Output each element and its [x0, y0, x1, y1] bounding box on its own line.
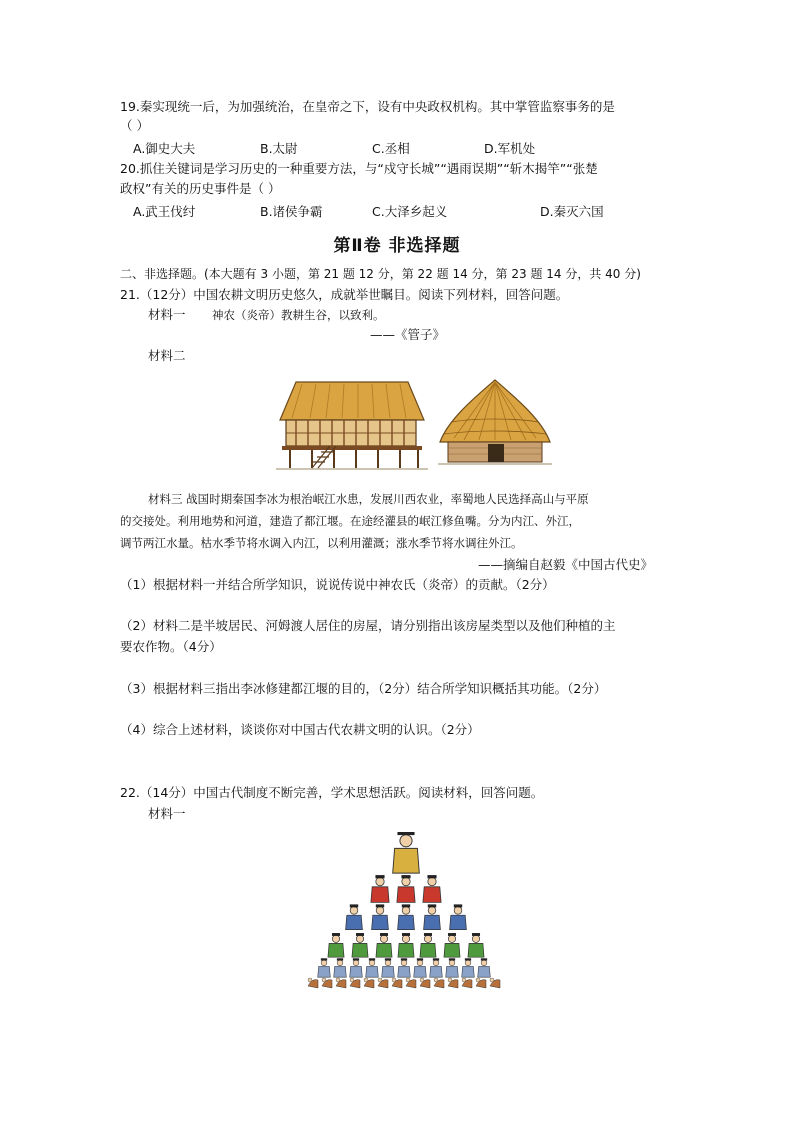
q19-paren: （ ） [120, 118, 149, 133]
q21-sub1: （1）根据材料一并结合所学知识，说说传说中神农氏（炎帝）的贡献。（2分） [120, 577, 555, 592]
q21-sub4: （4）综合上述材料，谈谈你对中国古代农耕文明的认识。（2分） [120, 722, 480, 737]
stilt-house-image [272, 376, 432, 472]
q21-material3-source: ——摘编自赵毅《中国古代史》 [478, 557, 654, 572]
hierarchy-pyramid-image [300, 832, 512, 994]
q20-option-d: D.秦灭六国 [540, 204, 604, 219]
q22-stem: 22.（14分）中国古代制度不断完善，学术思想活跃。阅读材料，回答问题。 [120, 785, 544, 800]
q19-option-b: B.太尉 [260, 141, 298, 156]
q21-material1-text: 神农（炎帝）教耕生谷，以致利。 [212, 308, 385, 322]
q21-stem: 21.（12分）中国农耕文明历史悠久，成就举世瞩目。阅读下列材料，回答问题。 [120, 287, 569, 302]
q21-material3-line3: 调节两江水量。枯水季节将水调入内江，以利用灌溉；涨水季节将水调往外江。 [120, 536, 523, 550]
q21-material2-label: 材料二 [148, 348, 186, 363]
q20-stem-line1: 20.抓住关键词是学习历史的一种重要方法，与“戍守长城”“遇雨误期”“斩木揭竿”“张楚 [120, 161, 598, 176]
q19-stem: 19.秦实现统一后，为加强统治，在皇帝之下，设有中央政权机构。其中掌管监察事务的是 [120, 99, 615, 114]
q19-option-c: C.丞相 [372, 141, 410, 156]
q21-material1-label: 材料一 [148, 307, 186, 322]
q19-option-a: A.御史大夫 [133, 141, 196, 156]
q22-material1-label: 材料一 [148, 806, 186, 821]
q21-sub3: （3）根据材料三指出李冰修建都江堰的目的，（2分）结合所学知识概括其功能。（2分） [120, 681, 607, 696]
section-intro: 二、非选择题。(本大题有 3 小题，第 21 题 12 分，第 22 题 14 分，第 23 题 14 分，共 40 分) [120, 267, 641, 281]
q21-material3-line1: 材料三 战国时期秦国李冰为根治岷江水患，发展川西农业，率蜀地人民选择高山与平原 [148, 492, 589, 506]
q21-material1-source: ——《管子》 [370, 327, 446, 342]
round-hut-image [434, 378, 556, 472]
q20-option-c: C.大泽乡起义 [372, 204, 448, 219]
q20-option-b: B.诸侯争霸 [260, 204, 323, 219]
q20-option-a: A.武王伐纣 [133, 204, 196, 219]
q21-material3-line2: 的交接处。利用地势和河道，建造了都江堰。在途经灌县的岷江修鱼嘴。分为内江、外江， [120, 514, 580, 528]
q21-sub2-line1: （2）材料二是半坡居民、河姆渡人居住的房屋，请分别指出该房屋类型以及他们种植的主 [120, 618, 616, 633]
q20-stem-line2: 政权”有关的历史事件是（ ） [120, 181, 281, 196]
section-title: 第Ⅱ卷 非选择题 [333, 236, 461, 256]
q19-option-d: D.军机处 [484, 141, 536, 156]
q21-sub2-line2: 要农作物。（4分） [120, 639, 222, 654]
